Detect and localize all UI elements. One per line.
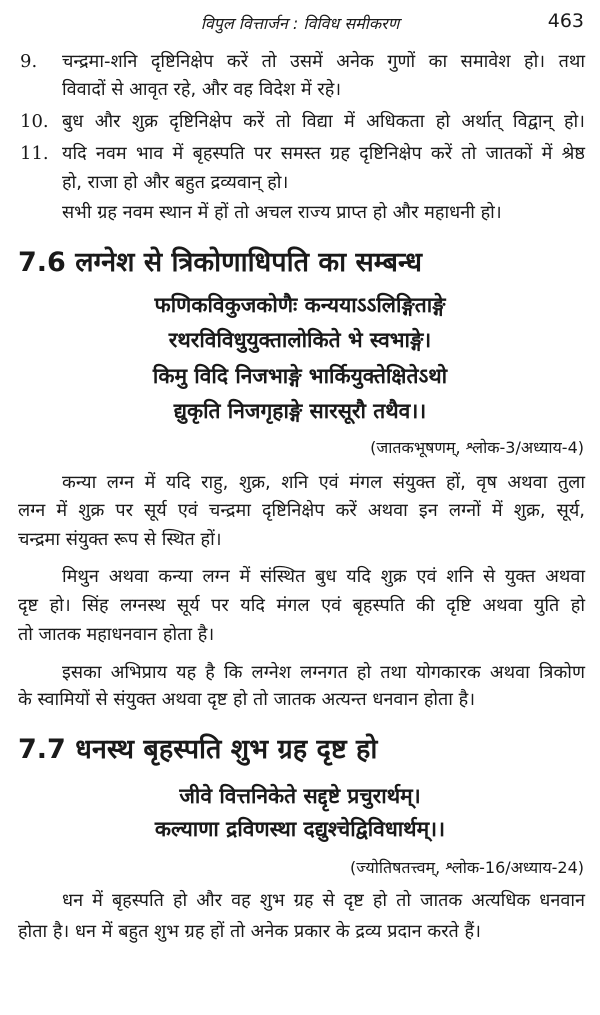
list-number: 11. bbox=[20, 143, 49, 164]
paragraph-line: धन में बृहस्पति हो और वह शुभ ग्रह से दृष्ट हो तो जातक अत्यधिक धनवान bbox=[62, 890, 585, 911]
paragraph-line: मिथुन अथवा कन्या लग्न में संस्थित बुध यदि शुक्र एवं शनि से युक्त अथवा bbox=[62, 566, 585, 587]
running-title: विपुल वित्तार्जन : विविध समीकरण bbox=[200, 14, 400, 33]
paragraph-line: होता है। धन में बहुत शुभ ग्रह हों तो अनेक प्रकार के द्रव्य प्रदान करते हैं। bbox=[18, 921, 481, 942]
list-item-line: विवादों से आवृत रहे, और वह विदेश में रहे। bbox=[62, 79, 342, 100]
list-note: सभी ग्रह नवम स्थान में हों तो अचल राज्य प्राप्त हो और महाधनी हो। bbox=[62, 202, 502, 223]
shloka-line: रथरविविधुयुक्तालोकिते भे स्वभाङ्गे। bbox=[168, 328, 432, 352]
paragraph-line: कन्या लग्न में यदि राहु, शुक्र, शनि एवं मंगल संयुक्त हों, वृष अथवा तुला bbox=[62, 472, 585, 493]
paragraph-line: तो जातक महाधनवान होता है। bbox=[18, 624, 215, 645]
shloka-line: जीवे वित्तनिकेते सद्दृष्टे प्रचुरार्थम्। bbox=[179, 784, 421, 808]
list-item-line: बुध और शुक्र दृष्टिनिक्षेप करें तो विद्या में अधिकता हो अर्थात् विद्वान् हो। bbox=[62, 111, 585, 132]
list-item-line: हो, राजा हो और बहुत द्रव्यवान् हो। bbox=[62, 172, 289, 193]
shloka-line: फणिकविकुजकोणैः कन्यया​ऽऽलिङ्गिताङ्गे bbox=[154, 293, 446, 317]
paragraph-line: दृष्ट हो। सिंह लग्नस्थ सूर्य पर यदि मंगल एवं बृहस्पति की दृष्टि अथवा युति हो bbox=[18, 595, 585, 616]
shloka-line: द्युकृति निजगृहाङ्गे सारसूरौ तथैव।। bbox=[173, 399, 427, 423]
list-number: 9. bbox=[20, 51, 38, 72]
list-item-line: चन्द्रमा-शनि दृष्टिनिक्षेप करें तो उसमें अनेक गुणों का समावेश हो। तथा bbox=[62, 51, 585, 72]
page-number: 463 bbox=[547, 10, 584, 32]
section-heading-7-7: 7.7 धनस्थ बृहस्पति शुभ ग्रह दृष्ट हो bbox=[18, 734, 378, 765]
shloka-line: कल्याणा द्रविणस्था दद्युश्चेद्विविधार्थम्।। bbox=[154, 817, 446, 841]
paragraph-line: चन्द्रमा संयुक्त रूप से स्थित हों। bbox=[18, 529, 222, 550]
section-heading-7-6: 7.6 लग्नेश से त्रिकोणाधिपति का सम्बन्ध bbox=[18, 247, 423, 278]
citation: (जातकभूषणम्, श्लोक-3/अध्याय-4) bbox=[370, 438, 584, 457]
list-number: 10. bbox=[20, 111, 49, 132]
shloka-line: किमु विदि निजभाङ्गे भार्कियुक्तेक्षितेऽथो bbox=[152, 364, 448, 388]
citation: (ज्योतिषतत्त्वम्, श्लोक-16/अध्याय-24) bbox=[350, 858, 584, 877]
list-item-line: यदि नवम भाव में बृहस्पति पर समस्त ग्रह दृष्टिनिक्षेप करें तो जातकों में श्रेष्ठ bbox=[62, 143, 585, 164]
paragraph-line: के स्वामियों से संयुक्त अथवा दृष्ट हो तो जातक अत्यन्त धनवान होता है। bbox=[18, 689, 476, 710]
paragraph-line: इसका अभिप्राय यह है कि लग्नेश लग्नगत हो तथा योगकारक अथवा त्रिकोण bbox=[62, 662, 585, 683]
paragraph-line: लग्न में शुक्र पर सूर्य एवं चन्द्रमा दृष्टिनिक्षेप करें अथवा इन लग्नों में शुक्र, सूर्य, bbox=[18, 500, 585, 521]
